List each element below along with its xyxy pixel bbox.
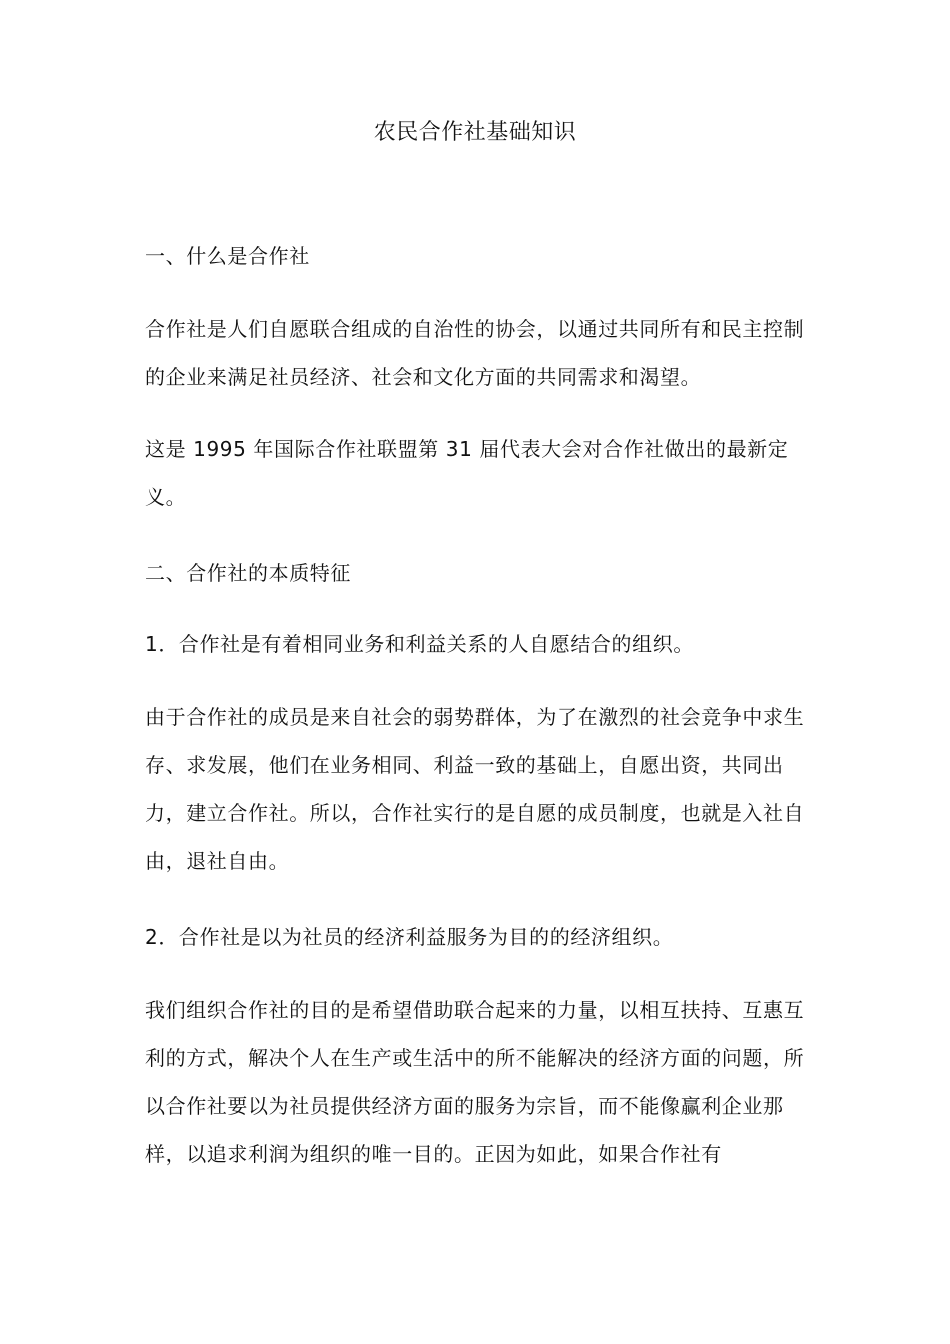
document-title: 农民合作社基础知识 [373, 120, 577, 145]
point-2-body: 我们组织合作社的目的是希望借助联合起来的力量，以相互扶持、互惠互利的方式，解决个人在生产或生活中的所不能解决的经济方面的问题，所以合作社要以为社员提供经济方面的服务为宗旨，而不能像赢利企业那样，以追求利润为组织的唯一目的。正因为如此，如果合作社有 [145, 998, 805, 1166]
point-1-heading: 1．合作社是有着相同业务和利益关系的人自愿结合的组织。 [145, 632, 694, 656]
section-1-paragraph-2: 这是 1995 年国际合作社联盟第 31 届代表大会对合作社做出的最新定义。 [145, 437, 789, 509]
section-1-paragraph-1: 合作社是人们自愿联合组成的自治性的协会，以通过共同所有和民主控制的企业来满足社员经济、社会和文化方面的共同需求和渴望。 [145, 317, 805, 389]
point-2-heading: 2．合作社是以为社员的经济利益服务为目的的经济组织。 [145, 925, 674, 949]
section-2-heading: 二、合作社的本质特征 [145, 561, 351, 585]
point-1-body: 由于合作社的成员是来自社会的弱势群体，为了在激烈的社会竞争中求生存、求发展，他们在业务相同、利益一致的基础上，自愿出资，共同出力，建立合作社。所以，合作社实行的是自愿的成员制度，也就是入社自由，退社自由。 [145, 705, 805, 873]
section-1-heading: 一、什么是合作社 [145, 244, 310, 268]
